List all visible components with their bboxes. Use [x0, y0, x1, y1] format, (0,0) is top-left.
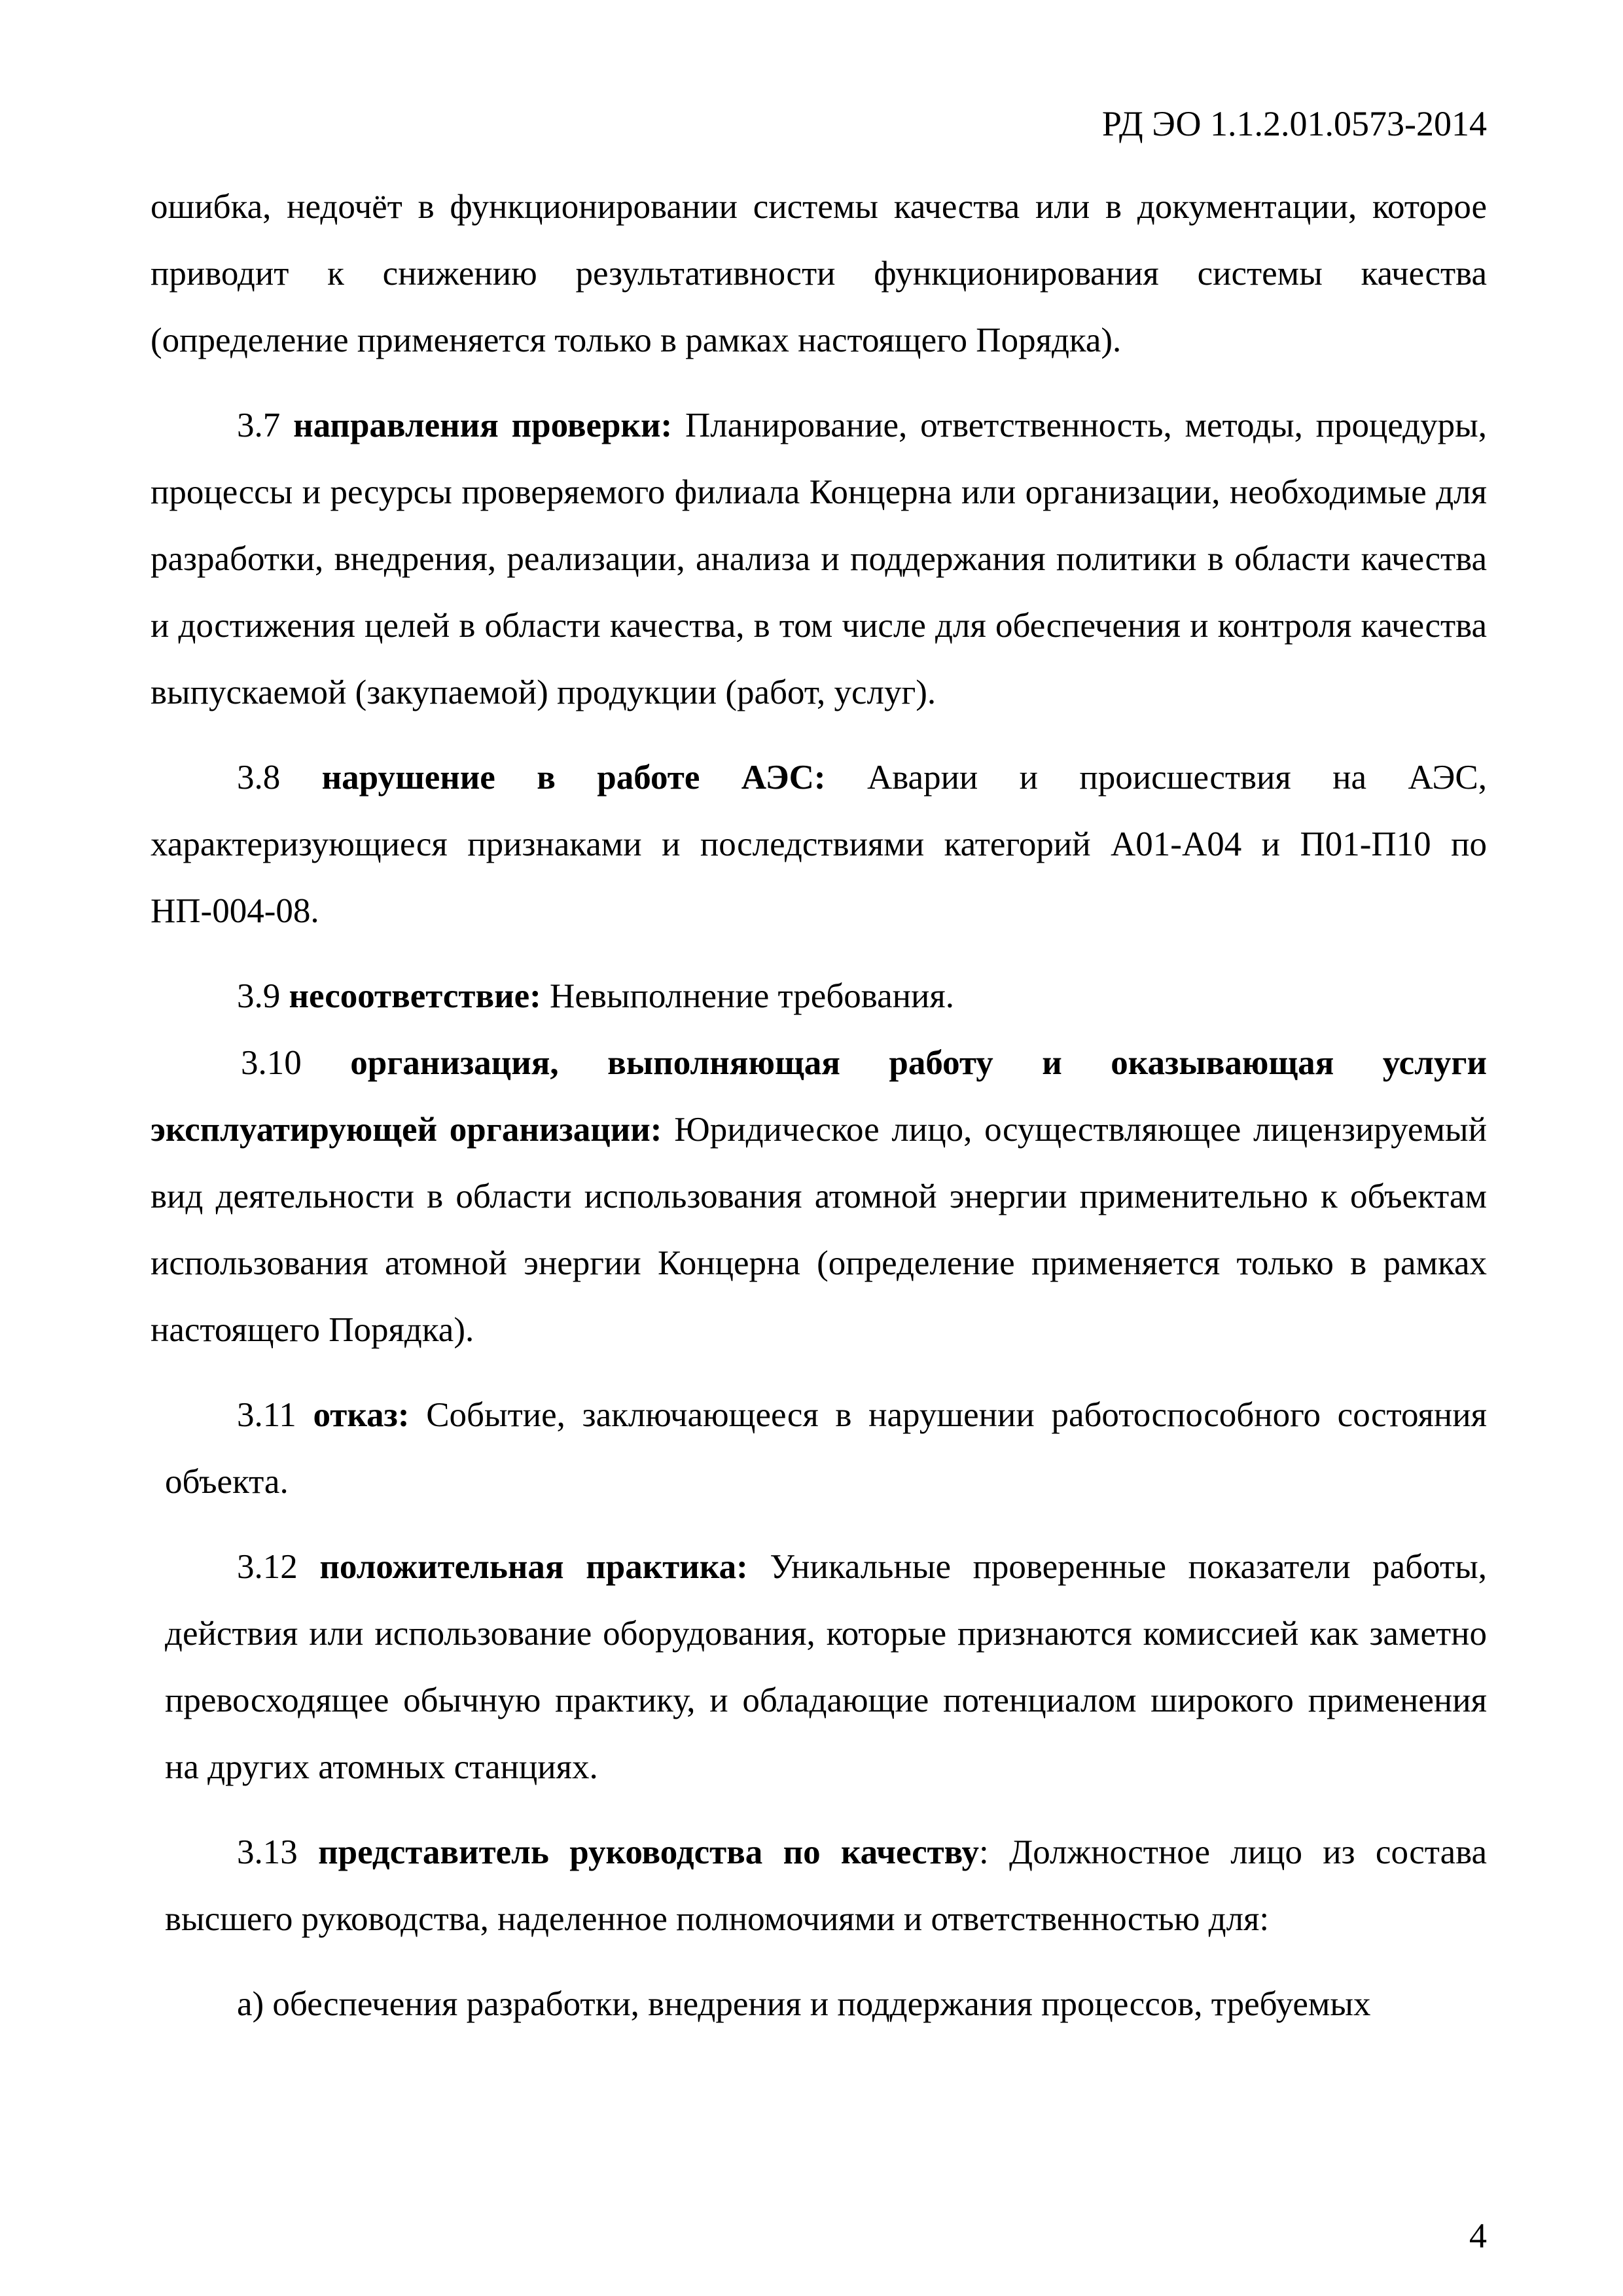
- definition-text: Аварии и происшествия на АЭС, характеризующиеся признаками и последствиями категорий А01-А04 и П01-П10 по НП-004-08.: [151, 759, 1487, 930]
- definition-number: 3.9: [237, 977, 289, 1015]
- definition-3-9: [151, 963, 1487, 1030]
- definition-number: 3.11: [237, 1396, 313, 1434]
- definition-3-13: [151, 1819, 1487, 1952]
- definition-term: отказ:: [313, 1396, 410, 1434]
- definition-3-7: [151, 392, 1487, 726]
- document-code: РД ЭО 1.1.2.01.0573-2014: [1101, 104, 1487, 143]
- definition-3-8: [151, 744, 1487, 944]
- list-item-text: а) обеспечения разработки, внедрения и поддержания процессов, требуемых: [237, 1985, 1371, 2023]
- definition-3-11: [151, 1382, 1487, 1515]
- definition-term: представитель руководства по качеству: [318, 1833, 979, 1871]
- list-item-a: [151, 1971, 1487, 2037]
- definition-text: Юридическое лицо, осуществляющее лицензируемый вид деятельности в области использования атомной энергии применительно к объектам использования атомной энергии Концерна (определение применяется только в рамках настоящего Порядка).: [151, 1111, 1487, 1349]
- definition-term: положительная практика:: [319, 1548, 748, 1586]
- definition-text: Планирование, ответственность, методы, процедуры, процессы и ресурсы проверяемого филиала Концерна или организации, необходимые для разработки, внедрения, реализации, анализа и поддержания политики в области качества и достижения целей в области качества, в том числе для обеспечения и контроля качества выпускаемой (закупаемой) продукции (работ, услуг).: [151, 406, 1487, 711]
- definition-term: направления проверки:: [293, 406, 673, 444]
- definition-number: 3.7: [237, 406, 294, 444]
- definition-text: Уникальные проверенные показатели работы, действия или использование оборудования, которые признаются комиссией как заметно превосходящее обычную практику, и обладающие потенциалом широкого применения на других атомных станциях.: [165, 1548, 1487, 1786]
- document-body: [151, 173, 1487, 2037]
- definition-term: организация, выполняющая работу и оказывающая услуги эксплуатирующей организации:: [151, 1044, 1487, 1149]
- paragraph-text: ошибка, недочёт в функционировании системы качества или в документации, которое приводит к снижению результативности функционирования системы качества (определение применяется только в рамках настоящего Порядка).: [151, 188, 1487, 359]
- definition-number: 3.10: [241, 1044, 351, 1082]
- definition-number: 3.12: [237, 1548, 320, 1586]
- definition-3-10: [151, 1030, 1487, 1363]
- definition-term: нарушение в работе АЭС:: [321, 759, 826, 797]
- page-number: 4: [1469, 2216, 1487, 2255]
- definition-3-12: [151, 1534, 1487, 1801]
- definition-term: несоответствие:: [289, 977, 541, 1015]
- definition-text: : Должностное лицо из состава высшего руководства, наделенное полномочиями и ответственностью для:: [165, 1833, 1487, 1938]
- definition-text: Событие, заключающееся в нарушении работоспособного состояния объекта.: [165, 1396, 1487, 1501]
- definition-text: Невыполнение требования.: [541, 977, 954, 1015]
- definition-number: 3.13: [237, 1833, 319, 1871]
- definition-number: 3.8: [237, 759, 322, 797]
- paragraph-continuation: [151, 173, 1487, 374]
